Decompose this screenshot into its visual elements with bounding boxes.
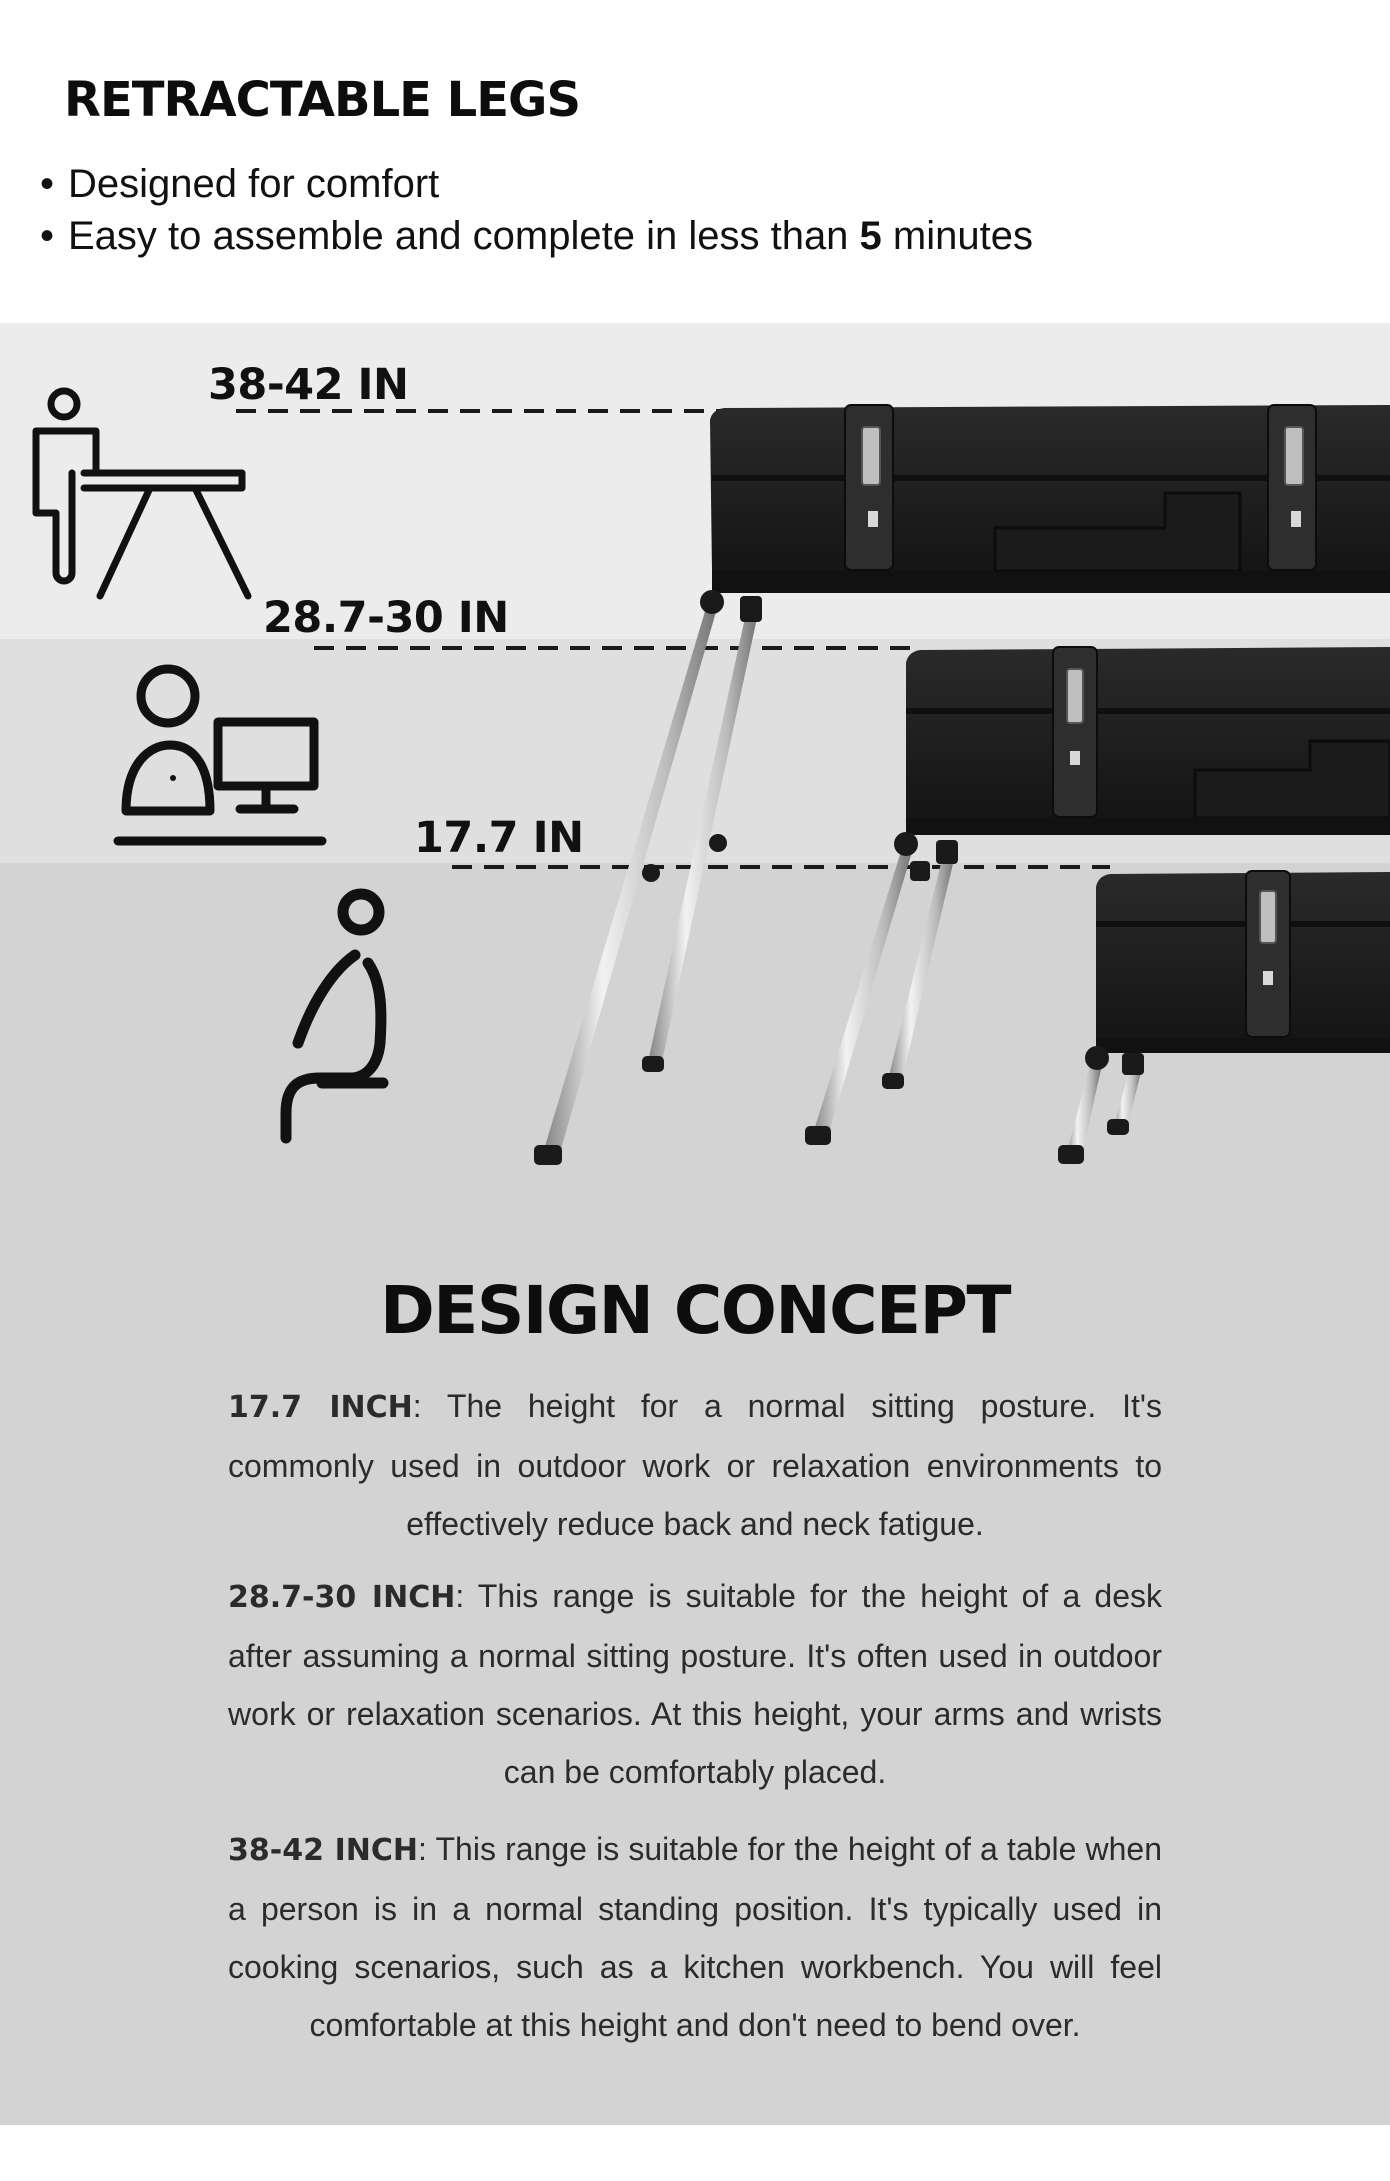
concept-paragraph-sitting — [228, 1377, 1162, 1553]
concept-paragraph-standing — [228, 1820, 1162, 2054]
standing-person-table-icon — [36, 391, 248, 596]
legs-standing — [534, 590, 762, 1165]
sitting-person-icon — [286, 894, 383, 1138]
legs-sitting — [1058, 1046, 1144, 1164]
concept-text: : This range is suitable for the height of a table when a person is in a normal standing position. It's typically used in cooking scenarios, such as a kitchen workbench. You will feel comfortable at this height and don't need to bend over. — [228, 1831, 1162, 2043]
footer-strip — [0, 2125, 1390, 2181]
section-title: RETRACTABLE LEGS — [64, 72, 581, 128]
design-concept-title: DESIGN CONCEPT — [379, 1272, 1011, 1349]
feature-text: Easy to assemble and complete in less than — [68, 214, 860, 258]
feature-number: 5 — [859, 214, 882, 258]
feature-list — [40, 158, 1033, 262]
concept-text: : The height for a normal sitting posture. It's commonly used in outdoor work or relaxation environments to effectively reduce back and neck fatigue. — [228, 1388, 1162, 1542]
concept-label: 28.7-30 INCH — [228, 1580, 456, 1615]
case-standing — [710, 405, 1390, 593]
feature-text-tail: minutes — [881, 214, 1033, 258]
legs-desk — [805, 832, 958, 1145]
concept-text: : This range is suitable for the height of a desk after assuming a normal sitting posture. It's often used in outdoor work or relaxation scenarios. At this height, your arms and wrists can be comfortably placed. — [228, 1578, 1162, 1790]
height-illustration — [0, 323, 1390, 1203]
standing-height-label: 38-42 IN — [208, 360, 409, 410]
bullet-icon: • — [40, 162, 55, 206]
feature-item — [40, 210, 1033, 262]
concept-label: 17.7 INCH — [228, 1390, 413, 1425]
concept-paragraph-desk — [228, 1567, 1162, 1801]
desk-height-label: 28.7-30 IN — [263, 593, 509, 643]
feature-text: Designed for comfort — [68, 162, 440, 206]
header-section — [0, 0, 1390, 323]
case-desk — [906, 647, 1390, 835]
sitting-height-label: 17.7 IN — [414, 813, 584, 863]
feature-item — [40, 158, 1033, 210]
bullet-icon: • — [40, 214, 55, 258]
person-at-computer-icon — [118, 669, 322, 841]
case-sitting — [1096, 871, 1390, 1053]
concept-label: 38-42 INCH — [228, 1833, 419, 1868]
person-icon-dot — [170, 775, 176, 781]
